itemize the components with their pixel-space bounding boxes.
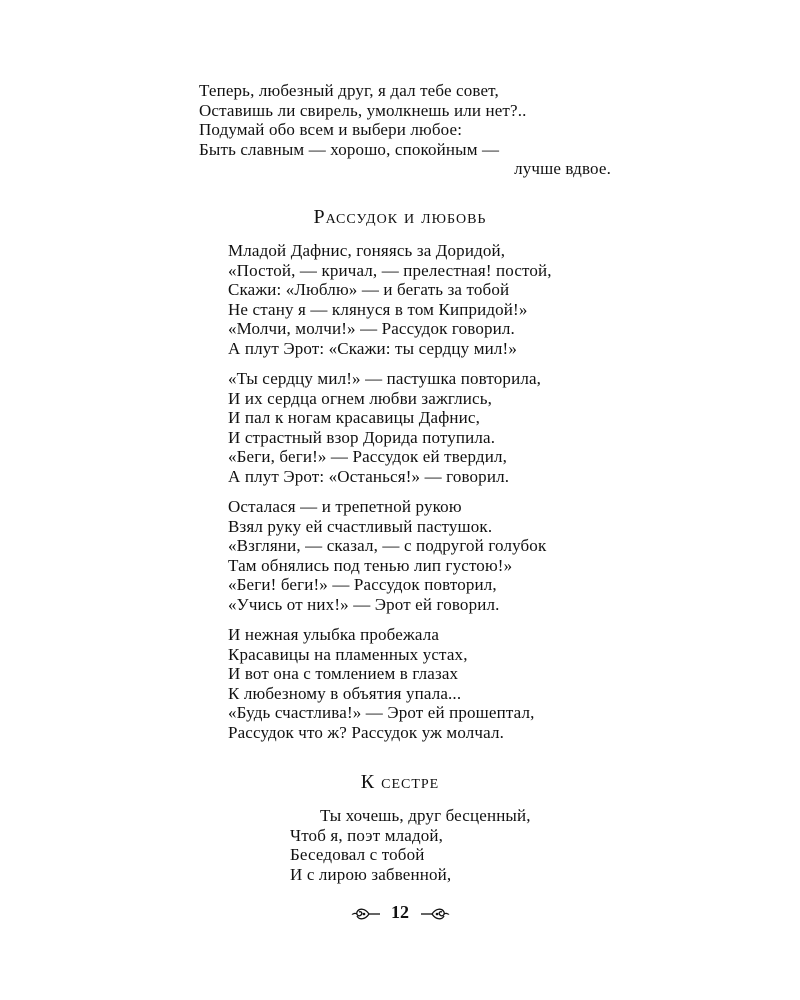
verse-line: «Будь счастлива!» — Эрот ей прошептал,: [228, 703, 535, 722]
verse-line: Ты хочешь, друг бесценный,: [320, 806, 531, 825]
verse-line: А плут Эрот: «Скажи: ты сердцу мил!»: [228, 338, 517, 358]
verse-line: Скажи: «Люблю» — и бегать за тобой: [228, 280, 510, 299]
verse-line: Оставишь ли свирель, умолкнешь или нет?..: [199, 100, 527, 120]
verse-line: «Учись от них!» — Эрот ей говорил.: [228, 594, 500, 614]
poem-title-rassudok: Рассудок и любовь: [313, 206, 487, 228]
page-number: 12: [391, 902, 409, 922]
poem-body-k-sestre: [290, 806, 620, 884]
verse-line: «Молчи, молчи!» — Рассудок говорил.: [228, 319, 515, 338]
verse-line: И с лирою забвенной,: [290, 864, 452, 884]
verse-line: И страстный взор Дорида потупила.: [228, 427, 496, 447]
stanza: [228, 369, 668, 486]
verse-line: Там обнялись под тенью лип густою!»: [228, 555, 513, 575]
verse-line: Рассудок что ж? Рассудок уж молчал.: [228, 722, 504, 742]
verse-line: И вот она с томлением в глазах: [228, 664, 459, 683]
verse-line: «Ты сердцу мил!» — пастушка повторила,: [228, 369, 542, 388]
verse-line: И пал к ногам красавицы Дафнис,: [228, 408, 480, 427]
fleuron-left-icon: [351, 906, 381, 922]
verse-line: Чтоб я, поэт младой,: [290, 825, 444, 845]
verse-line: Не стану я — клянуся в том Кипридой!»: [228, 299, 528, 319]
verse-line: И их сердца огнем любви зажглись,: [228, 388, 493, 408]
poem-title-k-sestre: К сестре: [360, 771, 440, 793]
stanza: [228, 625, 668, 742]
verse-line-indented: лучше вдвое.: [514, 159, 611, 178]
top-verse: [199, 81, 611, 179]
verse-line: Подумай обо всем и выбери любое:: [199, 120, 463, 139]
verse-line: Теперь, любезный друг, я дал тебе совет,: [199, 81, 499, 100]
page-footer: [0, 902, 800, 923]
verse-line: Беседовал с тобой: [290, 845, 425, 864]
fleuron-right-icon: [420, 906, 450, 922]
verse-line: Взял руку ей счастливый пастушок.: [228, 516, 493, 536]
stanza: [228, 497, 668, 614]
poem-body-rassudok: [228, 241, 668, 753]
verse-line: Младой Дафнис, гоняясь за Доридой,: [228, 241, 506, 260]
verse-line: И нежная улыбка пробежала: [228, 625, 440, 644]
verse-line: Красавицы на пламенных устах,: [228, 644, 468, 664]
verse-line: «Взгляни, — сказал, — с подругой голубок: [228, 536, 547, 555]
verse-line: Осталася — и трепетной рукою: [228, 497, 462, 516]
verse-line: «Беги, беги!» — Рассудок ей твердил,: [228, 447, 507, 466]
verse-line: А плут Эрот: «Останься!» — говорил.: [228, 466, 510, 486]
verse-line: К любезному в объятия упала...: [228, 683, 462, 703]
verse-line: «Постой, — кричал, — прелестная! постой,: [228, 260, 552, 280]
verse-line: Быть славным — хорошо, спокойным —: [199, 139, 500, 159]
stanza: [228, 241, 668, 358]
verse-line: «Беги! беги!» — Рассудок повторил,: [228, 575, 497, 594]
